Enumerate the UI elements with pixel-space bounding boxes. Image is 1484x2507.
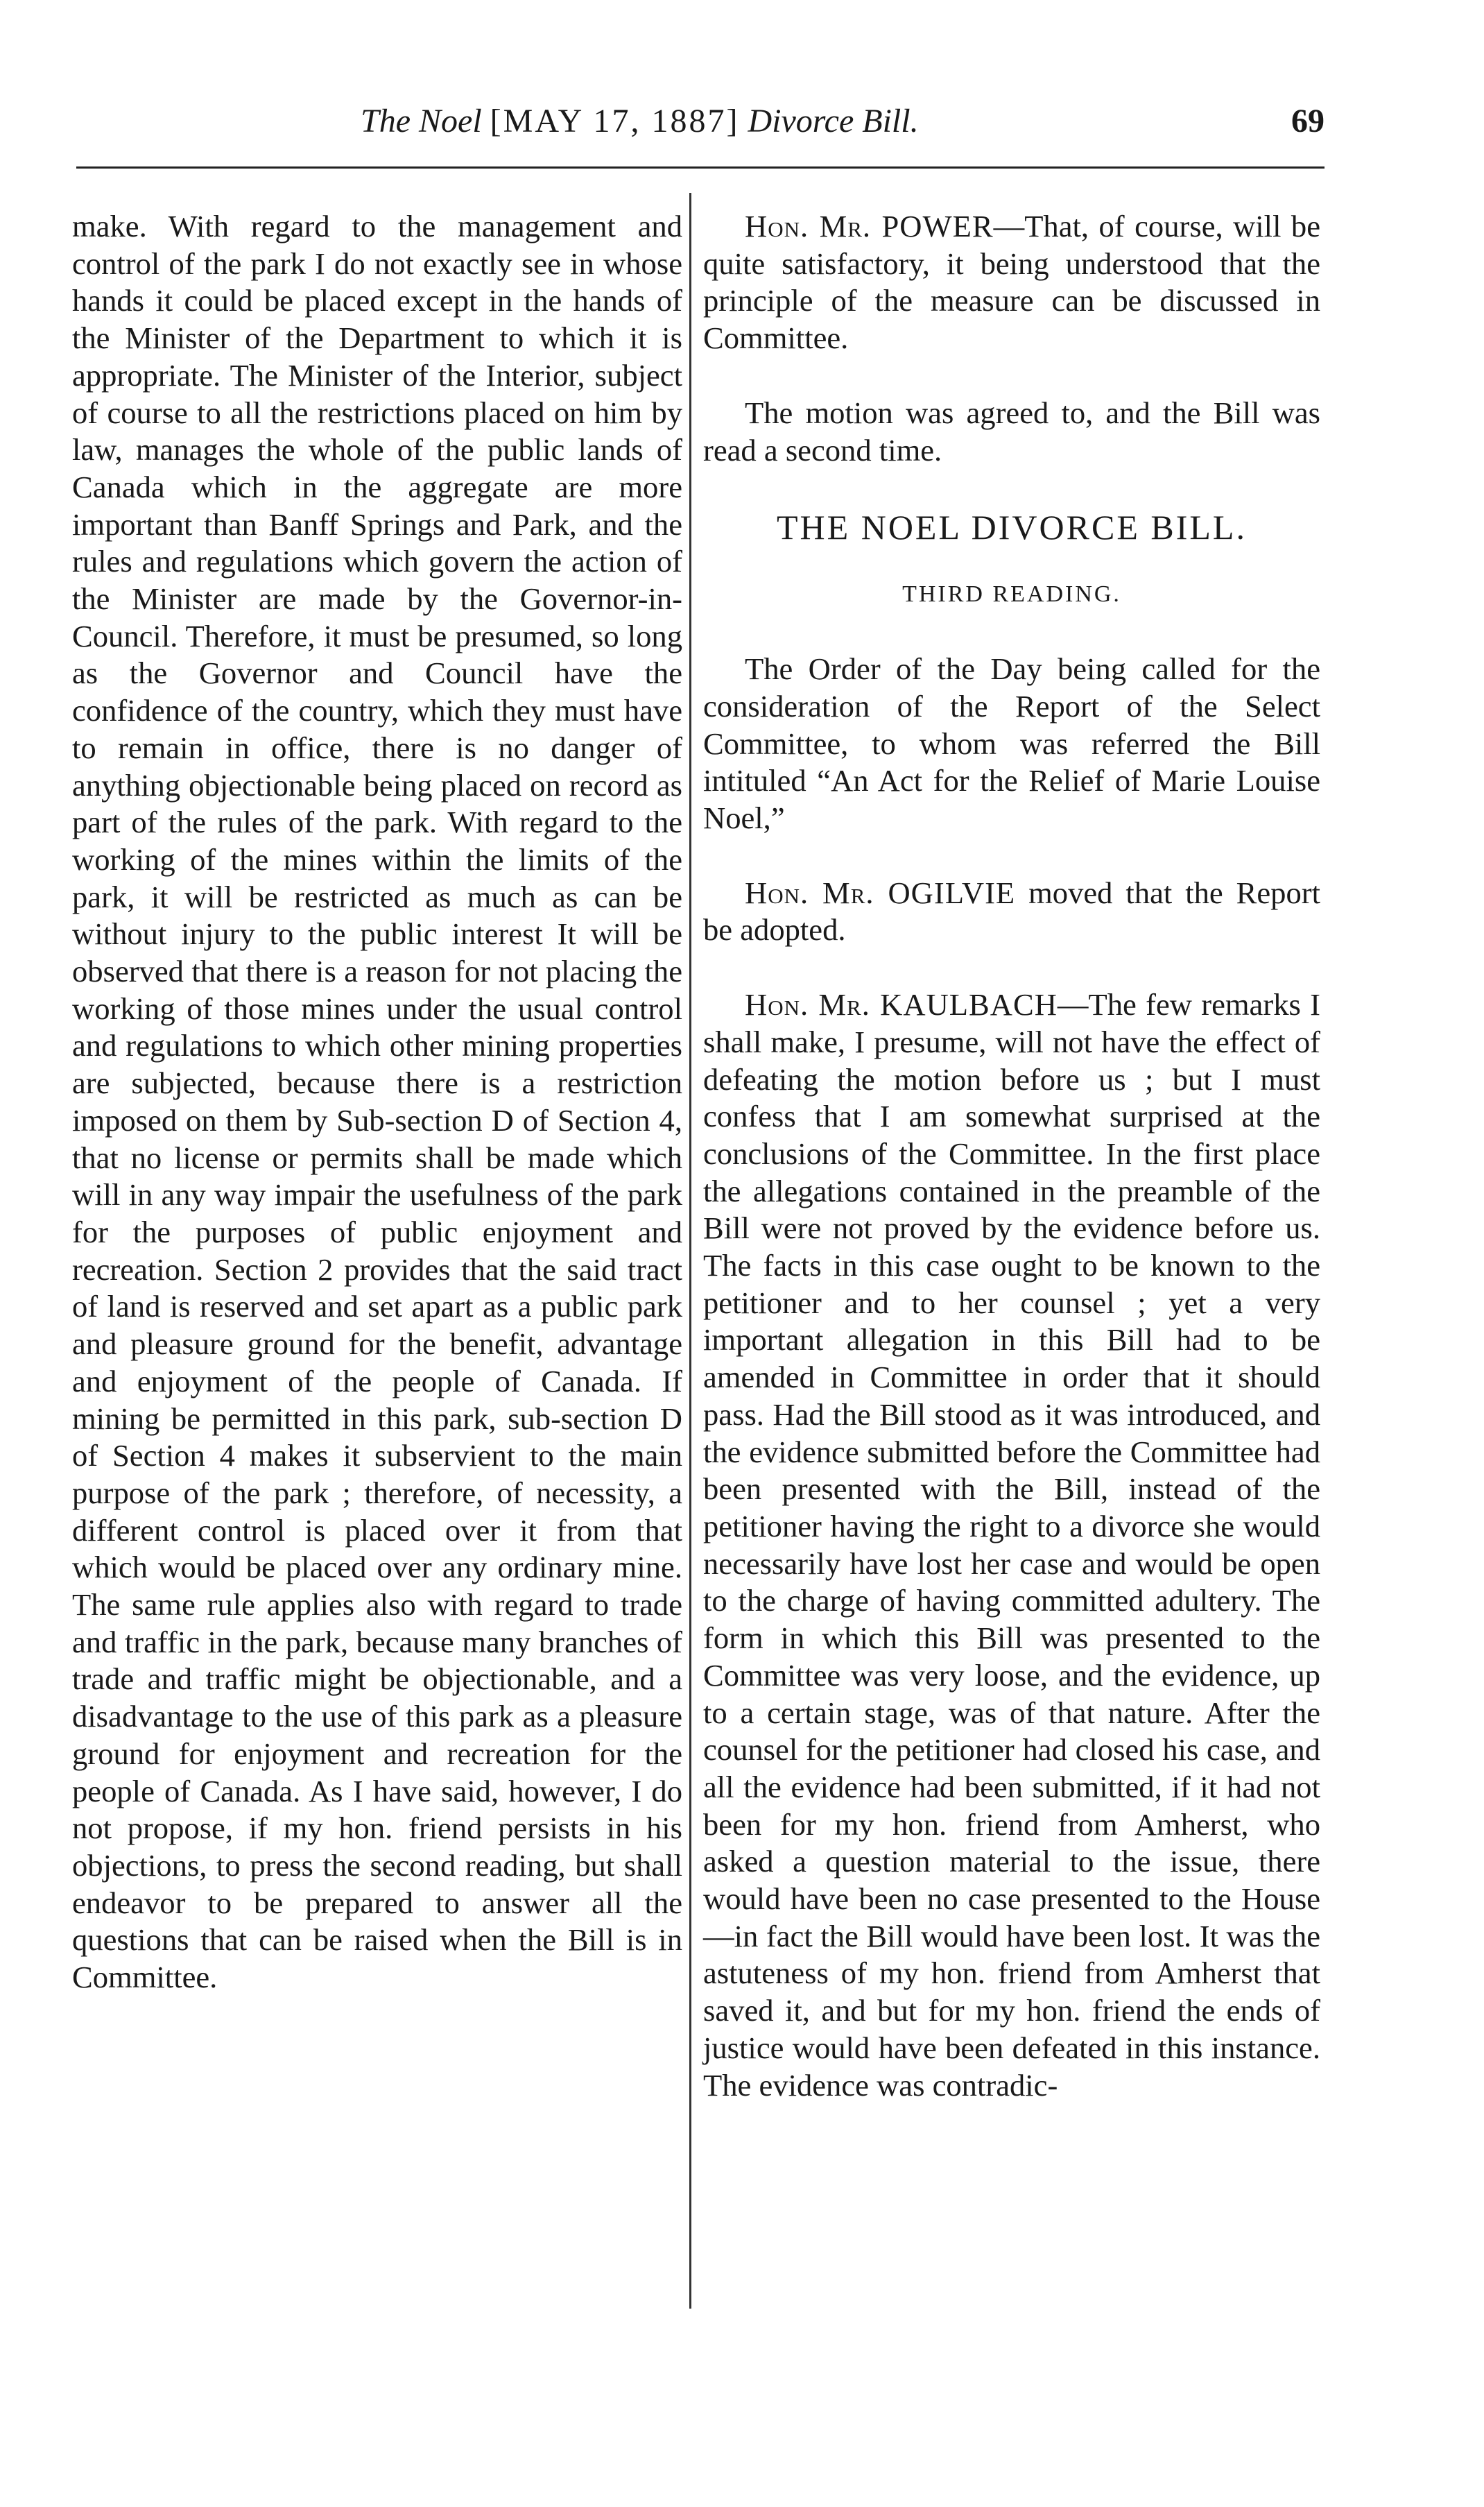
page-number: 69 (1291, 103, 1325, 139)
header-rule (76, 166, 1325, 169)
order-of-day-paragraph: The Order of the Day being called for the consideration of the Report of the Select Committee, to whom was referred the Bill intituled “An Act for the Relief of Marie Louise Noel,” (703, 651, 1320, 836)
column-divider (689, 193, 691, 2309)
speaker-kaulbach: Hon. Mr. KAULBACH (745, 987, 1058, 1023)
left-column (72, 208, 682, 1996)
running-head (361, 97, 919, 146)
section-heading: THE NOEL DIVORCE BILL. (777, 508, 1247, 547)
page-header (76, 97, 1325, 146)
power-speech-text: —That, of course, will be quite satisfactory, it being understood that the principle of the measure can be discussed in Committee. (703, 209, 1320, 356)
right-column (703, 208, 1320, 2104)
left-paragraph: make. With regard to the management and control of the park I do not exactly see in whose hands it could be placed except in the hands of the Minister of the Department to which it is appropriate. The Minister of the Interior, subject of course to all the restrictions placed on him by law, manages the whole of the public lands of Canada which in the aggregate are more important than Banff Springs and Park, and the rules and regulations which govern the action of the Minister are made by the Governor-in-Council. Therefore, it must be presumed, so long as the Governor and Council have the confidence of the country, which they must have to remain in office, there is no danger of anything objectionable being placed on record as part of the rules of the park. With regard to the working of the mines within the limits of the park, it will be restricted as much as can be without injury to the public interest It will be observed that there is a reason for not placing the working of those mines under the usual control and regulations to which other mining properties are subjected, because there is a restriction imposed on them by Sub-section D of Section 4, that no license or permits shall be made which will in any way impair the usefulness of the park for the purposes of public enjoyment and recreation. Section 2 provides that the said tract of land is reserved and set apart as a public park and pleasure ground for the benefit, advantage and enjoyment of the people of Canada. If mining be permitted in this park, sub-section D of Section 4 makes it subservient to the main purpose of the park ; therefore, of necessity, a different control is placed over it from that which would be placed over any ordinary mine. The same rule applies also with regard to trade and traffic in the park, because many branches of trade and traffic might be objectionable, and a disadvantage to the use of this park as a pleasure ground for enjoyment and recreation for the people of Canada. As I have said, however, I do not propose, if my hon. friend persists in his objections, to press the second reading, but shall endeavor to be prepared to answer all the questions that can be raised when the Bill is in Committee. (72, 209, 682, 1995)
running-head-date: [MAY 17, 1887] (490, 103, 740, 139)
speaker-power: Hon. Mr. POWER (745, 209, 994, 243)
ogilvie-motion (703, 875, 1320, 949)
ogilvie-motion-text: moved that the Report be adopted. (703, 875, 1320, 948)
power-speech (703, 208, 1320, 357)
speaker-ogilvie: Hon. Mr. OGILVIE (745, 875, 1016, 910)
running-head-title-part2: Divorce Bill. (748, 103, 919, 139)
section-subheading: THIRD READING. (902, 581, 1121, 608)
kaulbach-speech-text: —The few remarks I shall make, I presume, will not have the effect of defeating the motion before us ; but I must confess that I am somewhat surprised at the conclusions of the Committee. In the first place the allegations contained in the preamble of the Bill were not proved by the evidence before us. The facts in this case ought to be known to the petitioner and to her counsel ; yet a very important allegation in this Bill had to be amended in Committee in order that it should pass. Had the Bill stood as it was introduced, and the evidence submitted before the Committee had been presented with the Bill, instead of the petitioner having the right to a divorce she would necessarily have lost her case and would be open to the charge of having committed adultery. The form in which this Bill was presented to the Committee was very loose, and the evidence, up to a certain stage, was of that nature. After the counsel for the petitioner had closed his case, and all the evidence had been submitted, if it had not been for my hon. friend from Amherst, who asked a question material to the issue, there would have been no case presented to the House—in fact the Bill would have been lost. It was the astuteness of my hon. friend from Amherst that saved it, and but for my hon. friend the ends of justice would have been defeated in this instance. The evidence was contradic- (703, 987, 1320, 2103)
running-head-title-part1: The Noel (361, 103, 482, 139)
motion-paragraph: The motion was agreed to, and the Bill was read a second time. (703, 395, 1320, 468)
kaulbach-speech (703, 986, 1320, 2104)
